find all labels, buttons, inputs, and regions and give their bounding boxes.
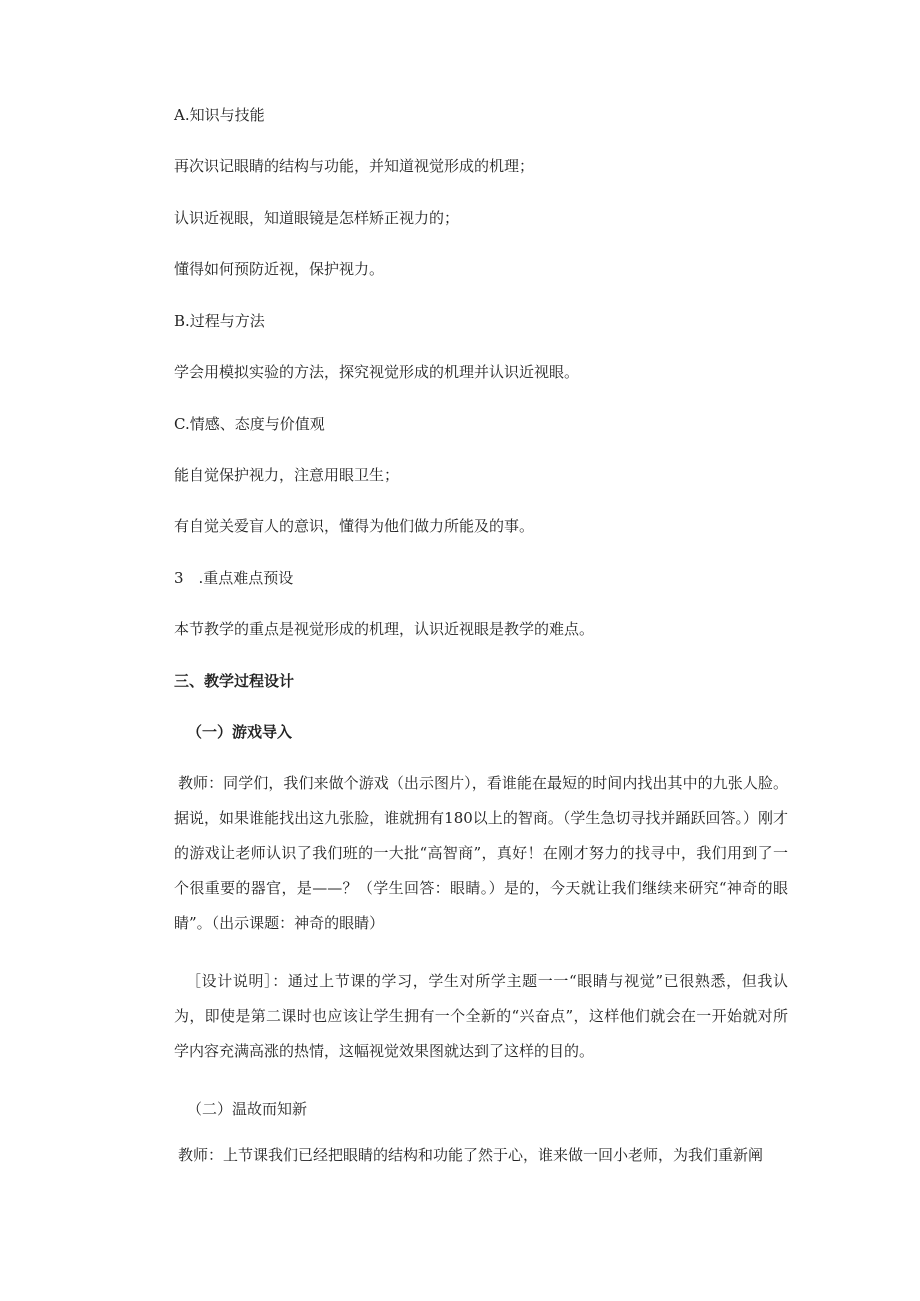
objectives-a-item-3: 懂得如何预防近视，保护视力。 xyxy=(174,260,385,278)
objectives-b-item-1: 学会用模拟实验的方法，探究视觉形成的机理并认识近视眼。 xyxy=(174,363,580,381)
objectives-c-item-1: 能自觉保护视力，注意用眼卫生； xyxy=(174,466,400,484)
objectives-a-heading: A.知识与技能 xyxy=(174,106,265,124)
key-points-text: 本节教学的重点是视觉形成的机理，认识近视眼是教学的难点。 xyxy=(174,620,595,638)
key-points-heading: 3 .重点难点预设 xyxy=(174,569,294,587)
objectives-a-item-1: 再次识记眼睛的结构与功能，并知道视觉形成的机理； xyxy=(174,157,535,175)
subsection-2-heading: （二）温故而知新 xyxy=(187,1100,308,1118)
objectives-b-heading: B.过程与方法 xyxy=(174,312,265,330)
objectives-c-heading: C.情感、态度与价值观 xyxy=(174,415,325,433)
subsection-1-heading: （一）游戏导入 xyxy=(187,723,293,741)
design-note-paragraph: ［设计说明］：通过上节课的学习，学生对所学主题一一“眼睛与视觉”已很熟悉，但我认为，即使是第二课时也应该让学生拥有一个全新的“兴奋点”，这样他们就会在一开始就对所学内容充满高涨的热情，这幅视觉效果图就达到了这样的目的。 xyxy=(174,972,788,1060)
objectives-a-item-2: 认识近视眼，知道眼镜是怎样矫正视力的； xyxy=(174,209,460,227)
game-intro-paragraph: 教师：同学们，我们来做个游戏（出示图片），看谁能在最短的时间内找出其中的九张人脸。据说，如果谁能找出这九张脸，谁就拥有180以上的智商。（学生急切寻找并踊跃回答。）刚才的游戏让老师认识了我们班的一大批“高智商”，真好！在刚才努力的找寻中，我们用到了一个很重要的器官，是——？（学生回答：眼睛。）是的，今天就让我们继续来研究“神奇的眼睛”。（出示课题：神奇的眼睛） xyxy=(174,774,788,932)
review-paragraph: 教师：上节课我们已经把眼睛的结构和功能了然于心，谁来做一回小老师，为我们重新阐 xyxy=(178,1146,764,1164)
objectives-c-item-2: 有自觉关爱盲人的意识，懂得为他们做力所能及的事。 xyxy=(174,517,535,535)
section-3-heading: 三、教学过程设计 xyxy=(174,672,295,690)
